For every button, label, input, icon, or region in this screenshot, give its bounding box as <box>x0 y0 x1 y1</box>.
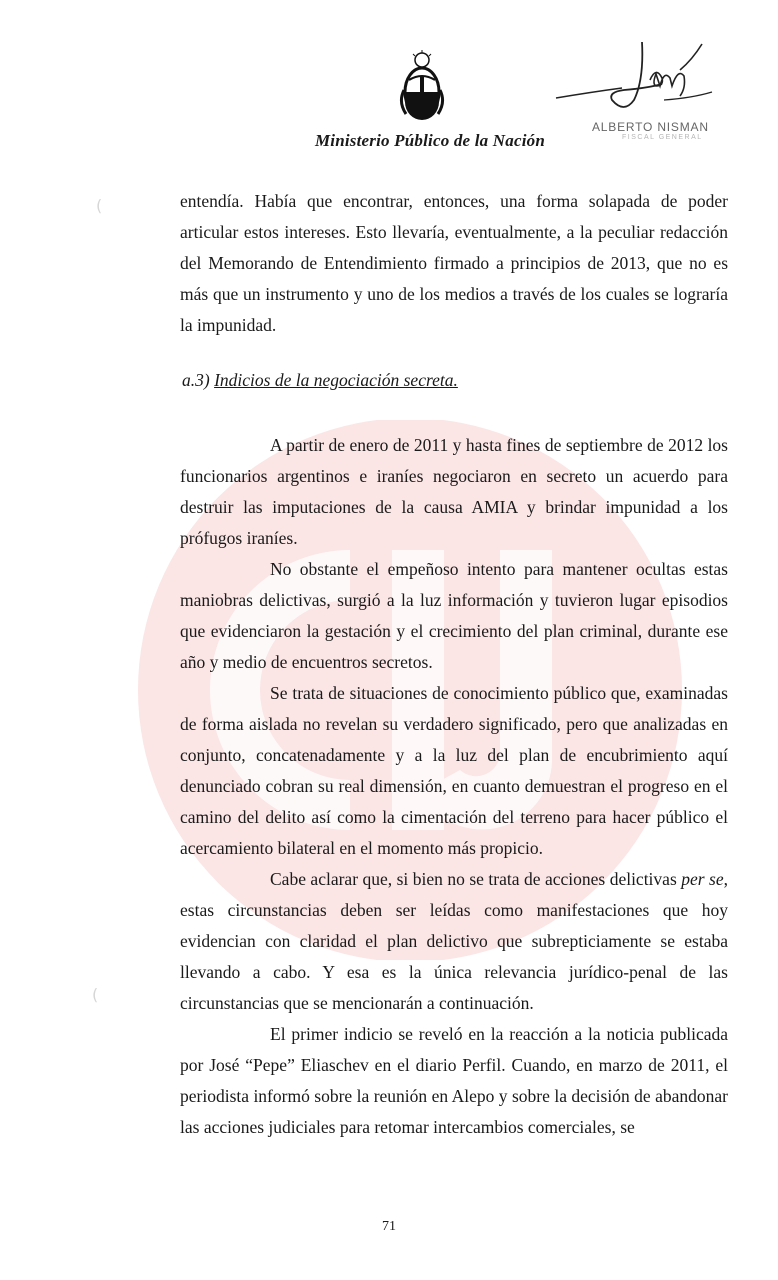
section-title: Indicios de la negociación secreta. <box>214 370 458 390</box>
paragraph: Se trata de situaciones de conocimiento público que, examinadas de forma aislada no revelan su verdadero significado, pero que analizadas en conjunto, concatenadamente y a la luz del plan de encubrimiento aquí denunciado cobran su real dimensión, en cuanto demuestran el progreso en el camino del delito así como la cimentación del terreno para hacer público el acercamiento bilateral en el momento más propicio. <box>180 683 728 858</box>
text-block-main <box>180 430 728 1143</box>
section-heading <box>182 370 458 391</box>
binder-hole-mark: ( <box>96 196 103 215</box>
section-number: a.3) <box>182 370 210 390</box>
signature-stamp-name: ALBERTO NISMAN <box>592 120 709 134</box>
paragraph: El primer indicio se reveló en la reacción a la noticia publicada por José “Pepe” Eliaschev en el diario Perfil. Cuando, en marzo de 2011, el periodista informó sobre la reunión en Alepo y sobre la decisión de abandonar las acciones judiciales para retomar intercambios comerciales, se <box>180 1024 728 1137</box>
paragraph <box>180 864 728 1019</box>
text-block-intro <box>180 186 728 341</box>
binder-hole-mark: ( <box>92 985 99 1004</box>
paragraph: entendía. Había que encontrar, entonces, una forma solapada de poder articular estos intereses. Esto llevaría, eventualmente, a la peculiar redacción del Memorando de Entendimiento firmado a principios de 2013, que no es más que un instrumento y uno de los medios a través de los cuales se lograría la impunidad. <box>180 191 728 335</box>
paragraph-text: , estas circunstancias deben ser leídas como manifestaciones que hoy evidencian con claridad el plan delictivo que subrepticiamente se estaba llevando a cabo. Y esa es la única relevancia jurídico-penal de las circunstancias que se mencionarán a continuación. <box>180 869 728 1013</box>
coat-of-arms-icon <box>398 50 446 122</box>
signature-stamp-title: FISCAL GENERAL <box>622 134 703 141</box>
page-number: 71 <box>382 1219 396 1234</box>
paragraph-text: Cabe aclarar que, si bien no se trata de acciones delictivas <box>270 869 682 889</box>
institution-title: Ministerio Público de la Nación <box>314 131 546 150</box>
paragraph: No obstante el empeñoso intento para mantener ocultas estas maniobras delictivas, surgió a la luz información y tuvieron lugar episodios que evidenciaron la gestación y el crecimiento del plan criminal, durante ese año y medio de encuentros secretos. <box>180 559 728 672</box>
signature <box>552 40 722 120</box>
paragraph-emphasis: per se <box>681 869 724 889</box>
paragraph: A partir de enero de 2011 y hasta fines de septiembre de 2012 los funcionarios argentinos e iraníes negociaron en secreto un acuerdo para destruir las imputaciones de la causa AMIA y brindar impunidad a los prófugos iraníes. <box>180 435 728 548</box>
